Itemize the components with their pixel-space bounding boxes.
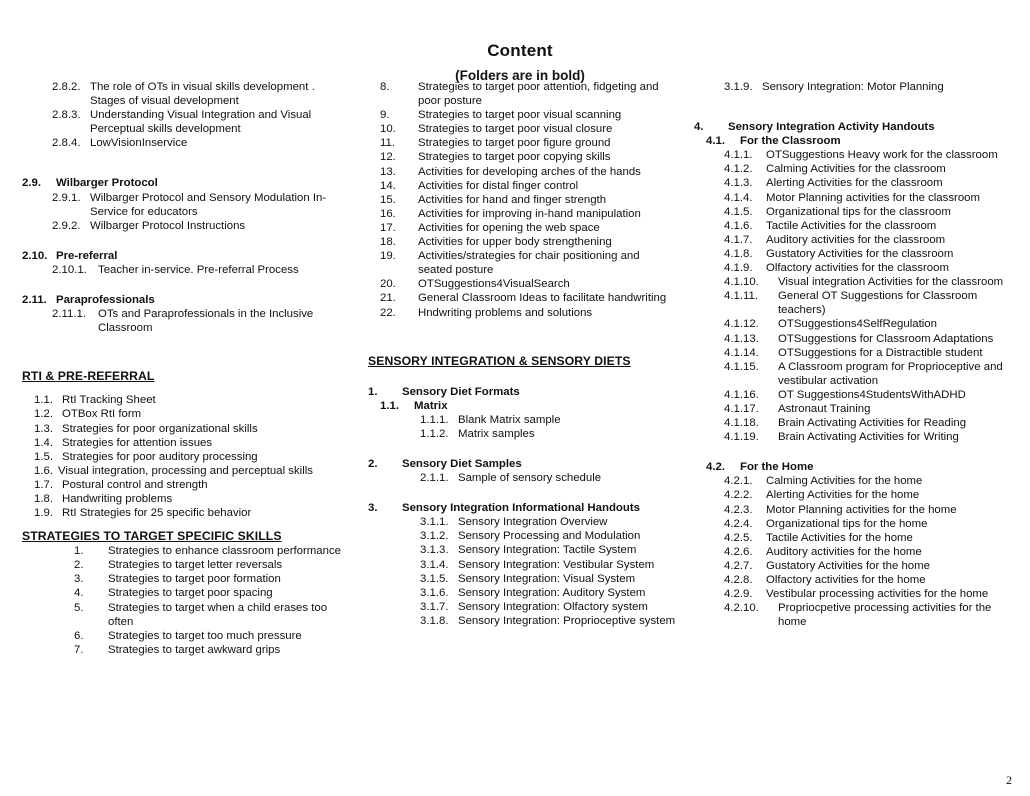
entry-number: 1.1. xyxy=(380,399,399,412)
entry-number: 17. xyxy=(380,221,396,234)
toc-entry[interactable] xyxy=(694,587,1014,601)
spacer xyxy=(22,277,352,293)
entry-number: 2.9.2. xyxy=(52,219,81,232)
entry-number: 11. xyxy=(380,137,395,150)
page-subtitle: (Folders are in bold) xyxy=(455,67,585,83)
entry-text: RtI Strategies for 25 specific behavior xyxy=(62,507,252,520)
entry-text: Auditory activities for the classroom xyxy=(766,233,946,246)
entry-number: 1.6. xyxy=(34,464,53,477)
toc-entry[interactable] xyxy=(368,427,676,441)
entry-text: Olfactory activities for the home xyxy=(766,574,926,586)
toc-entry[interactable] xyxy=(694,275,1014,289)
entry-number: 16. xyxy=(380,207,396,220)
toc-entry[interactable] xyxy=(694,388,1014,402)
toc-entry[interactable] xyxy=(694,191,1014,205)
toc-entry[interactable] xyxy=(368,221,676,235)
entry-text: Sensory Diet Formats xyxy=(402,385,520,398)
entry-number: 2.11.1. xyxy=(52,308,86,321)
entry-number: 4.2.3. xyxy=(724,503,753,516)
entry-text: Sensory Processing and Modulation xyxy=(458,530,641,543)
entry-number: 2.1.1. xyxy=(420,472,449,485)
strategies-continued-list xyxy=(368,80,676,320)
entry-number: 4.2.7. xyxy=(724,559,753,572)
entry-number: 4.1.19. xyxy=(724,431,759,444)
entry-number: 1.2. xyxy=(34,408,53,421)
toc-entry[interactable] xyxy=(22,80,352,108)
entry-text: For the Home xyxy=(740,461,814,474)
entry-number: 4.1. xyxy=(706,135,725,148)
entry-text: OTSuggestions for Classroom Adaptations xyxy=(778,332,994,345)
entry-text: Calming Activities for the classroom xyxy=(766,163,946,176)
entry-number: 4.1.3. xyxy=(724,177,753,190)
spacer xyxy=(694,444,1014,460)
entry-text: Strategies to target poor attention, fidgeting and poor posture xyxy=(418,81,659,108)
entry-number: 3. xyxy=(74,573,84,586)
entry-text: Motor Planning activities for the classroom xyxy=(766,191,980,204)
entry-text: Wilbarger Protocol Instructions xyxy=(90,219,246,232)
entry-text: Propriocpetive processing activities for the home xyxy=(778,602,992,629)
toc-entry[interactable] xyxy=(368,179,676,193)
toc-entry[interactable] xyxy=(368,80,676,108)
entry-number: 9. xyxy=(380,109,390,122)
entry-number: 5. xyxy=(74,601,84,614)
entry-number: 4.1.5. xyxy=(724,205,753,218)
entry-number: 1.7. xyxy=(34,478,53,491)
right-column xyxy=(694,80,1014,629)
entry-text: Teacher in-service. Pre-referral Process xyxy=(98,263,299,276)
entry-number: 1.1. xyxy=(34,394,53,407)
middle-column xyxy=(368,80,676,628)
entry-text: Sensory Integration: Vestibular System xyxy=(458,558,655,571)
entry-text: Strategies to target awkward grips xyxy=(108,643,281,656)
entry-number: 4.1.7. xyxy=(724,233,753,246)
spacer xyxy=(22,150,352,176)
entry-number: 2.11. xyxy=(22,294,47,307)
spacer xyxy=(22,233,352,249)
entry-number: 4.2.2. xyxy=(724,489,753,502)
entry-text: Vestibular processing activities for the home xyxy=(766,588,989,601)
entry-text: Brain Activating Activities for Writing xyxy=(778,431,959,444)
entry-text: Wilbarger Protocol and Sensory Modulation In-Service for educators xyxy=(90,191,327,218)
toc-entry[interactable] xyxy=(694,430,1014,444)
entry-number: 4.1.11. xyxy=(724,290,758,303)
toc-entry[interactable] xyxy=(694,360,1014,388)
toc-entry[interactable] xyxy=(368,572,676,586)
entry-text: OTs and Paraprofessionals in the Inclusive Classroom xyxy=(98,308,314,335)
entry-number: 2.10.1. xyxy=(52,263,87,276)
spacer xyxy=(368,441,676,457)
toc-entry[interactable] xyxy=(22,450,352,464)
entry-text: Calming Activities for the home xyxy=(766,475,923,488)
entry-text: Strategies to enhance classroom performance xyxy=(108,545,341,558)
entry-text: Understanding Visual Integration and Visual Perceptual skills development xyxy=(90,109,312,136)
entry-text: OT Suggestions4StudentsWithADHD xyxy=(778,388,966,401)
toc-entry[interactable] xyxy=(22,422,352,436)
spacer xyxy=(22,520,352,529)
entry-text: Strategies for poor auditory processing xyxy=(62,450,258,463)
spacer xyxy=(368,369,676,385)
spacer xyxy=(22,384,352,393)
entry-text: Brain Activating Activities for Reading xyxy=(778,417,967,430)
entry-text: Astronaut Training xyxy=(778,402,871,415)
entry-number: 4.1.9. xyxy=(724,262,753,275)
toc-entry[interactable] xyxy=(694,176,1014,190)
entry-text: Auditory activities for the home xyxy=(766,545,922,558)
entry-text: Sensory Integration Overview xyxy=(458,516,608,529)
toc-entry[interactable] xyxy=(368,306,676,320)
toc-entry[interactable] xyxy=(694,559,1014,573)
entry-text: Sensory Integration Informational Handouts xyxy=(402,502,640,515)
entry-number: 6. xyxy=(74,629,84,642)
entry-number: 19. xyxy=(380,250,396,263)
toc-entry[interactable] xyxy=(694,346,1014,360)
si-handouts-list xyxy=(368,515,676,628)
entry-text: Activities for distal finger control xyxy=(418,179,579,192)
entry-number: 1.4. xyxy=(34,436,53,449)
page-title: Content xyxy=(487,41,553,60)
entry-text: Gustatory Activities for the home xyxy=(766,559,930,572)
entry-number: 20. xyxy=(380,278,396,291)
entry-text: Visual integration, processing and perceptual skills xyxy=(58,464,313,477)
entry-text: General Classroom Ideas to facilitate handwriting xyxy=(418,292,667,305)
entry-text: Matrix samples xyxy=(458,427,535,440)
entry-number: 4.1.18. xyxy=(724,417,759,430)
entry-text: Blank Matrix sample xyxy=(458,413,561,426)
spacer xyxy=(368,485,676,501)
entry-number: 4.1.13. xyxy=(724,332,759,345)
entry-text: A Classroom program for Proprioceptive and vestibular activation xyxy=(778,360,1003,387)
entry-number: 1.8. xyxy=(34,492,53,505)
entry-number: 4.2. xyxy=(706,461,725,474)
toc-entry[interactable] xyxy=(368,235,676,249)
entry-number: 4.2.6. xyxy=(724,545,753,558)
toc-entry[interactable] xyxy=(694,219,1014,233)
toc-entry[interactable] xyxy=(368,136,676,150)
toc-entry[interactable] xyxy=(694,474,1014,488)
toc-entry[interactable] xyxy=(368,108,676,122)
entry-number: 2.8.2. xyxy=(52,81,81,93)
entry-number: 10. xyxy=(380,123,396,136)
toc-entry[interactable] xyxy=(368,515,676,529)
entry-text: Postural control and strength xyxy=(62,478,208,491)
entry-number: 18. xyxy=(380,236,396,249)
left-column xyxy=(22,80,352,657)
toc-entry[interactable] xyxy=(368,471,676,485)
toc-entry[interactable] xyxy=(368,193,676,207)
entry-text: Gustatory Activities for the classroom xyxy=(766,247,954,260)
entry-text: Strategies to target when a child erases too often xyxy=(108,601,328,628)
entry-text: Activities/strategies for chair positioning and seated posture xyxy=(418,250,640,277)
entry-number: 4.1.14. xyxy=(724,346,759,359)
entry-number: 2.8.4. xyxy=(52,137,81,150)
entry-number: 2.8.3. xyxy=(52,109,81,122)
toc-folder-heading[interactable] xyxy=(368,501,676,515)
title-block xyxy=(370,42,670,84)
entry-number: 3. xyxy=(368,502,378,515)
toc-entry[interactable] xyxy=(368,207,676,221)
toc-entry[interactable] xyxy=(22,544,352,558)
entry-number: 1. xyxy=(368,385,378,398)
entry-number: 2.9.1. xyxy=(52,191,81,204)
toc-entry[interactable] xyxy=(22,136,352,150)
toc-entry[interactable] xyxy=(368,600,676,614)
toc-entry[interactable] xyxy=(694,261,1014,275)
entry-number: 3.1.6. xyxy=(420,586,449,599)
toc-entry[interactable] xyxy=(22,572,352,586)
entry-number: 1.3. xyxy=(34,422,53,435)
entry-number: 3.1.7. xyxy=(420,600,449,613)
spacer xyxy=(368,320,676,354)
toc-entry[interactable] xyxy=(368,291,676,305)
entry-text: Activities for improving in-hand manipulation xyxy=(418,207,641,220)
section-heading-rti[interactable]: RTI & PRE-REFERRAL xyxy=(22,369,155,384)
toc-entry[interactable] xyxy=(694,162,1014,176)
entry-number: 14. xyxy=(380,179,396,192)
entry-text: Strategies to target poor figure ground xyxy=(418,137,611,150)
entry-number: 21. xyxy=(380,292,396,305)
entry-text: OTSuggestions4VisualSearch xyxy=(418,278,570,291)
toc-entry[interactable] xyxy=(694,517,1014,531)
entry-text: Sensory Integration: Visual System xyxy=(458,572,636,585)
entry-text: OTSuggestions Heavy work for the classroom xyxy=(766,149,998,162)
toc-entry[interactable] xyxy=(22,307,352,335)
entry-number: 2.10. xyxy=(22,249,48,262)
entry-text: General OT Suggestions for Classroom teachers) xyxy=(778,290,978,317)
toc-entry[interactable] xyxy=(22,478,352,492)
entry-text: Pre-referral xyxy=(56,249,118,262)
entry-text: Activities for upper body strengthening xyxy=(418,236,612,249)
entry-text: Sensory Integration: Olfactory system xyxy=(458,600,648,613)
entry-number: 4.1.17. xyxy=(724,402,759,415)
toc-entry[interactable] xyxy=(22,506,352,520)
toc-entry[interactable] xyxy=(694,503,1014,517)
entry-number: 3.1.9. xyxy=(724,81,753,93)
toc-entry[interactable] xyxy=(22,558,352,572)
toc-entry[interactable] xyxy=(368,150,676,164)
entry-number: 4.2.5. xyxy=(724,531,753,544)
toc-entry[interactable] xyxy=(368,165,676,179)
entry-number: 15. xyxy=(380,193,396,206)
entry-number: 3.1.4. xyxy=(420,558,449,571)
toc-folder-heading[interactable] xyxy=(694,134,1014,148)
entry-number: 4.1.6. xyxy=(724,219,753,232)
entry-number: 4. xyxy=(694,121,704,134)
entry-text: Strategies to target letter reversals xyxy=(108,559,283,572)
entry-text: Sensory Integration: Proprioceptive system xyxy=(458,614,676,627)
entry-number: 13. xyxy=(380,165,396,178)
entry-number: 4. xyxy=(74,587,84,600)
toc-entry[interactable] xyxy=(22,393,352,407)
classroom-items-list xyxy=(694,148,1014,444)
toc-entry[interactable] xyxy=(22,263,352,277)
entry-number: 2. xyxy=(368,457,378,470)
entry-text: Sensory Diet Samples xyxy=(402,457,522,470)
entry-text: LowVisionInservice xyxy=(90,137,188,150)
toc-folder-heading[interactable] xyxy=(694,460,1014,474)
toc-entry[interactable] xyxy=(368,586,676,600)
entry-text: Strategies to target poor formation xyxy=(108,573,281,586)
entry-text: Visual integration Activities for the classroom xyxy=(778,276,1004,289)
entry-text: Sensory Integration Activity Handouts xyxy=(728,121,935,134)
entry-number: 1.1.1. xyxy=(420,413,449,426)
toc-entry[interactable] xyxy=(694,416,1014,430)
toc-folder-heading[interactable] xyxy=(22,293,352,307)
toc-entry[interactable] xyxy=(22,629,352,643)
entry-text: Strategies for poor organizational skills xyxy=(62,422,258,435)
spacer xyxy=(22,335,352,369)
toc-folder-heading[interactable] xyxy=(368,457,676,471)
toc-entry[interactable] xyxy=(22,492,352,506)
entry-text: Organizational tips for the classroom xyxy=(766,205,951,218)
entry-text: For the Classroom xyxy=(740,135,841,148)
toc-entry[interactable] xyxy=(22,436,352,450)
entry-number: 2. xyxy=(74,559,84,572)
entry-text: Strategies to target poor visual scanning xyxy=(418,109,622,122)
entry-number: 12. xyxy=(380,151,396,164)
entry-number: 4.1.12. xyxy=(724,318,759,331)
toc-folder-heading[interactable] xyxy=(694,120,1014,134)
entry-text: Sensory Integration: Tactile System xyxy=(458,544,637,557)
entry-text: Activities for hand and finger strength xyxy=(418,193,607,206)
entry-number: 4.2.1. xyxy=(724,475,753,488)
toc-entry[interactable] xyxy=(368,277,676,291)
entry-text: Handwriting problems xyxy=(62,492,173,505)
entry-text: OTSuggestions for a Distractible student xyxy=(778,346,983,359)
entry-text: Alerting Activities for the home xyxy=(766,489,920,502)
entry-text: RtI Tracking Sheet xyxy=(62,394,156,407)
toc-entry[interactable] xyxy=(22,191,352,219)
entry-text: Hndwriting problems and solutions xyxy=(418,306,593,319)
entry-text: Strategies to target too much pressure xyxy=(108,629,302,642)
toc-entry[interactable] xyxy=(22,464,352,478)
section-heading-sensory[interactable]: SENSORY INTEGRATION & SENSORY DIETS xyxy=(368,353,631,368)
entry-number: 4.2.4. xyxy=(724,517,753,530)
toc-folder-heading[interactable] xyxy=(368,399,676,413)
entry-number: 4.1.8. xyxy=(724,247,753,260)
toc-entry[interactable] xyxy=(694,289,1014,317)
entry-text: Activities for developing arches of the hands xyxy=(418,165,641,178)
entry-text: Tactile Activities for the classroom xyxy=(766,219,937,232)
entry-text: Tactile Activities for the home xyxy=(766,531,913,544)
toc-entry[interactable] xyxy=(22,108,352,136)
section-heading-strategies[interactable]: STRATEGIES TO TARGET SPECIFIC SKILLS xyxy=(22,529,282,544)
toc-entry[interactable] xyxy=(694,148,1014,162)
toc-folder-heading[interactable] xyxy=(22,176,352,190)
entry-text: Activities for opening the web space xyxy=(418,221,600,234)
toc-entry[interactable] xyxy=(694,531,1014,545)
toc-entry[interactable] xyxy=(22,219,352,233)
entry-text: Strategies to target poor copying skills xyxy=(418,151,611,164)
toc-entry[interactable] xyxy=(22,586,352,600)
toc-folder-heading[interactable] xyxy=(368,385,676,399)
entry-text: Wilbarger Protocol xyxy=(56,177,158,190)
entry-number: 3.1.5. xyxy=(420,572,449,585)
entry-number: 1.5. xyxy=(34,450,53,463)
entry-text: Alerting Activities for the classroom xyxy=(766,177,943,190)
toc-entry[interactable] xyxy=(694,332,1014,346)
toc-folder-heading[interactable] xyxy=(22,249,352,263)
entry-number: 3.1.1. xyxy=(420,516,449,529)
entry-number: 22. xyxy=(380,306,396,319)
entry-text: Matrix xyxy=(414,399,448,412)
entry-number: 4.1.15. xyxy=(724,360,759,373)
spacer xyxy=(694,94,1014,120)
toc-entry[interactable] xyxy=(694,545,1014,559)
entry-text: Motor Planning activities for the home xyxy=(766,503,957,516)
entry-text: Organizational tips for the home xyxy=(766,517,928,530)
toc-entry[interactable] xyxy=(694,488,1014,502)
entry-number: 1. xyxy=(74,545,84,558)
entry-number: 4.1.1. xyxy=(724,149,753,162)
entry-number: 2.9. xyxy=(22,177,41,190)
toc-entry[interactable] xyxy=(694,247,1014,261)
entry-number: 4.1.2. xyxy=(724,163,753,176)
entry-number: 3.1.2. xyxy=(420,530,449,543)
toc-entry[interactable] xyxy=(368,614,676,628)
entry-number: 3.1.3. xyxy=(420,544,449,557)
entry-text: The role of OTs in visual skills development . Stages of visual development xyxy=(90,81,315,108)
entry-text: OTBox RtI form xyxy=(62,408,142,421)
toc-entry[interactable] xyxy=(694,205,1014,219)
entry-number: 8. xyxy=(380,81,390,93)
toc-entry[interactable] xyxy=(368,543,676,557)
entry-number: 4.2.10. xyxy=(724,602,759,615)
toc-entry[interactable] xyxy=(22,643,352,657)
entry-text: Sample of sensory schedule xyxy=(458,472,602,485)
entry-text: Paraprofessionals xyxy=(56,294,155,307)
entry-text: Sensory Integration: Motor Planning xyxy=(762,81,944,93)
toc-entry[interactable] xyxy=(368,249,676,277)
toc-entry[interactable] xyxy=(694,402,1014,416)
entry-text: Strategies to target poor spacing xyxy=(108,587,273,600)
entry-text: OTSuggestions4SelfRegulation xyxy=(778,318,937,331)
toc-entry[interactable] xyxy=(22,407,352,421)
entry-number: 7. xyxy=(74,643,84,656)
entry-text: Strategies for attention issues xyxy=(62,436,213,449)
entry-number: 4.2.9. xyxy=(724,588,753,601)
toc-entry[interactable] xyxy=(694,233,1014,247)
entry-number: 4.1.4. xyxy=(724,191,753,204)
home-items-list xyxy=(694,474,1014,629)
toc-entry[interactable] xyxy=(22,601,352,629)
entry-number: 3.1.8. xyxy=(420,614,449,627)
entry-number: 4.1.10. xyxy=(724,276,759,289)
toc-entry[interactable] xyxy=(694,573,1014,587)
entry-number: 1.9. xyxy=(34,507,53,520)
entry-number: 4.1.16. xyxy=(724,388,759,401)
toc-entry[interactable] xyxy=(368,413,676,427)
entry-text: Olfactory activities for the classroom xyxy=(766,262,949,275)
toc-entry[interactable] xyxy=(694,80,1014,94)
toc-entry[interactable] xyxy=(368,558,676,572)
page-number: 2 xyxy=(1006,773,1012,787)
toc-entry[interactable] xyxy=(694,317,1014,331)
toc-entry[interactable] xyxy=(368,529,676,543)
entry-number: 1.1.2. xyxy=(420,427,449,440)
entry-text: Strategies to target poor visual closure xyxy=(418,123,613,136)
entry-number: 4.2.8. xyxy=(724,574,753,586)
toc-entry[interactable] xyxy=(694,601,1014,629)
entry-text: Sensory Integration: Auditory System xyxy=(458,586,646,599)
toc-entry[interactable] xyxy=(368,122,676,136)
